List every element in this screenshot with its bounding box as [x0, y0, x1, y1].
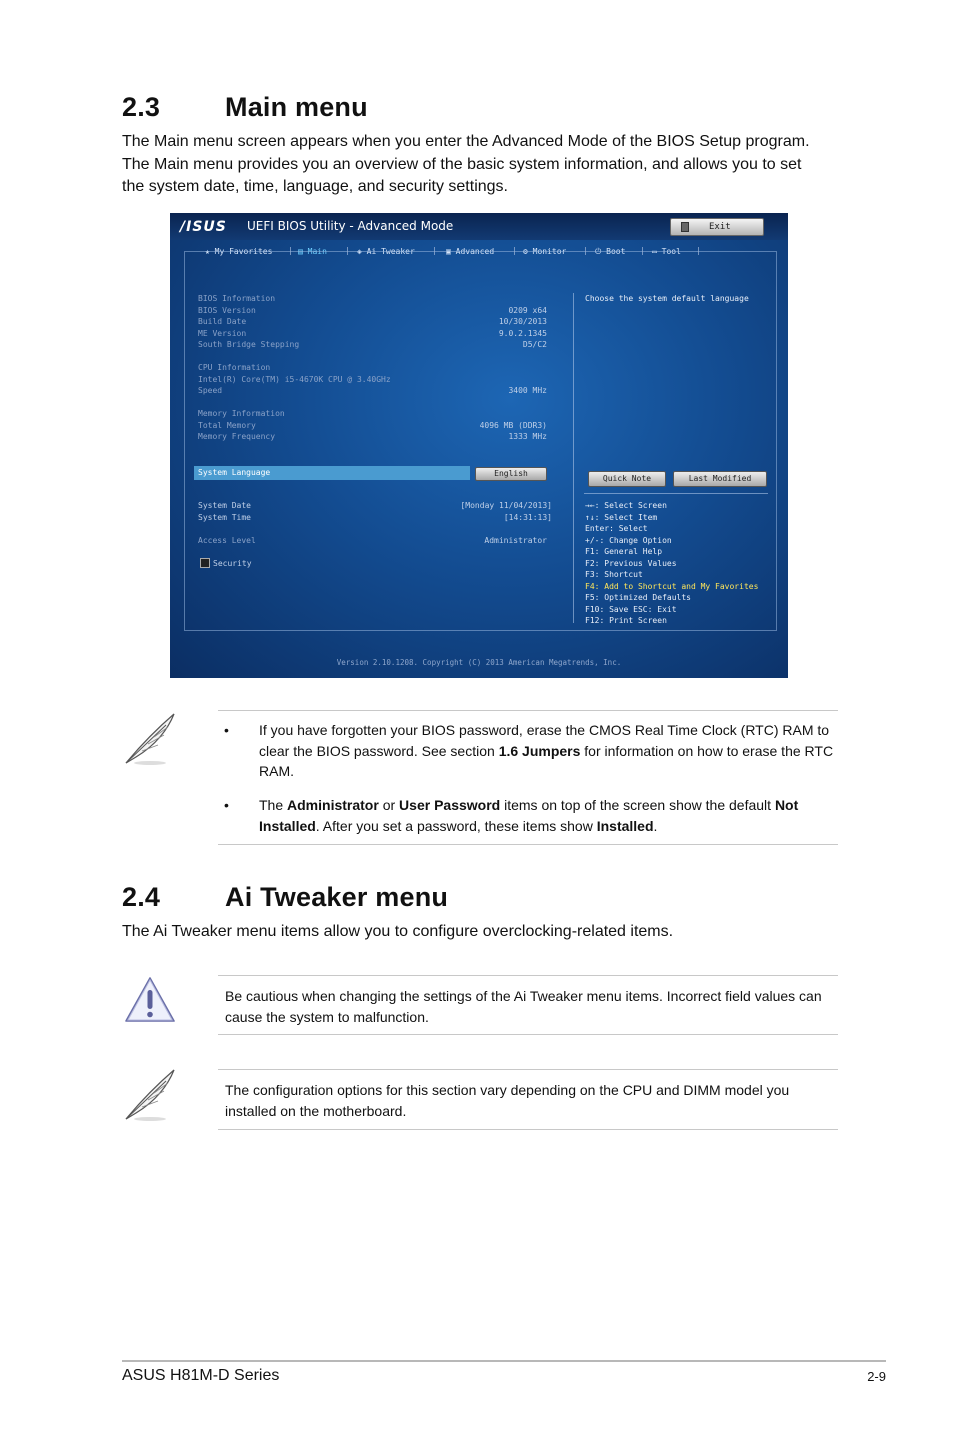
section-2-3-intro: The Main menu screen appears when you enter the Advanced Mode of the BIOS Setup program. The Main menu provides you an overview of the basic system information, and allows you to set the system date, time, language, and security settings.	[122, 133, 810, 195]
section-2-3-heading	[122, 92, 368, 123]
bios-app-title: UEFI BIOS Utility - Advanced Mode	[247, 219, 454, 233]
tab-main[interactable]: ▤ Main	[298, 247, 327, 256]
speed-label: Speed	[198, 386, 223, 395]
key-help-item: →←: Select Screen	[585, 501, 667, 510]
section-title: Ai Tweaker menu	[225, 882, 449, 912]
exit-label: Exit	[709, 222, 731, 232]
bios-menu-bar: ★ My Favorites | ▤ Main | ◈ Ai Tweaker | ▣ Advanced | ⚙ Monitor | ⏻ Boot | ▭ Tool |	[205, 246, 701, 256]
bullet: •	[224, 722, 229, 738]
key-help-item: F1: General Help	[585, 547, 663, 556]
note-box-config	[218, 1069, 838, 1130]
key-help-item: F2: Previous Values	[585, 559, 677, 568]
door-icon	[681, 222, 689, 232]
asus-logo: /ISUS	[180, 219, 227, 235]
note-config-text: The configuration options for this section vary depending on the CPU and DIMM model you installed on the motherboard.	[225, 1082, 790, 1119]
security-item[interactable]: Security	[213, 559, 252, 568]
warning-triangle-icon	[123, 975, 177, 1025]
total-memory-value: 4096 MB (DDR3)	[479, 421, 547, 430]
bios-divider	[573, 293, 574, 623]
tab-tool[interactable]: ▭ Tool	[652, 247, 681, 256]
access-level-value: Administrator	[484, 536, 547, 545]
submenu-arrow-icon	[200, 558, 210, 568]
bios-info-label: BIOS Information	[198, 294, 276, 303]
quick-note-button[interactable]: Quick Note	[588, 471, 666, 487]
system-language-label: System Language	[198, 468, 271, 477]
key-help-item: Enter: Select	[585, 524, 648, 533]
memory-info-label: Memory Information	[198, 409, 285, 418]
bios-version-value: 0209 x64	[508, 306, 547, 315]
cpu-name: Intel(R) Core(TM) i5-4670K CPU @ 3.40GHz	[198, 375, 391, 384]
bios-content-frame	[184, 251, 777, 631]
section-number: 2.3	[122, 92, 161, 122]
section-2-4-intro: The Ai Tweaker menu items allow you to configure overclocking-related items.	[122, 923, 674, 940]
section-title: Main menu	[225, 92, 368, 122]
build-date-label: Build Date	[198, 317, 247, 326]
me-version-value: 9.0.2.1345	[498, 329, 547, 338]
note-bullet-1: If you have forgotten your BIOS password, erase the CMOS Real Time Clock (RTC) RAM to clear the BIOS password. See section 1.6 Jumpers for information on how to erase the RTC RAM.	[259, 722, 834, 779]
page-number: 2-9	[867, 1369, 886, 1384]
bios-screenshot	[170, 213, 788, 678]
section-number: 2.4	[122, 882, 161, 912]
help-text: Choose the system default language	[585, 294, 749, 303]
system-language-row[interactable]	[194, 466, 470, 480]
access-level-label: Access Level	[198, 536, 256, 545]
build-date-value: 10/30/2013	[498, 317, 547, 326]
footer-rule	[122, 1360, 886, 1362]
key-help-item: +/-: Change Option	[585, 536, 672, 545]
system-time-label: System Time	[198, 513, 251, 522]
me-version-label: ME Version	[198, 329, 247, 338]
footer-product: ASUS H81M-D Series	[122, 1367, 280, 1384]
note-bullet-2: The Administrator or User Password items on top of the screen show the default Not Installed. After you set a password, these items show Installed.	[259, 797, 799, 834]
feather-note-icon	[122, 1067, 178, 1123]
section-2-4-heading	[122, 882, 448, 913]
key-help-item: F5: Optimized Defaults	[585, 593, 691, 602]
help-separator	[584, 493, 768, 494]
south-bridge-value: D5/C2	[522, 340, 547, 349]
bios-titlebar	[170, 213, 788, 240]
tab-ai-tweaker[interactable]: ◈ Ai Tweaker	[357, 247, 415, 256]
bios-version-footer: Version 2.10.1208. Copyright (C) 2013 American Megatrends, Inc.	[336, 658, 622, 667]
tab-advanced[interactable]: ▣ Advanced	[446, 247, 495, 256]
bios-version-label: BIOS Version	[198, 306, 256, 315]
tab-monitor[interactable]: ⚙ Monitor	[523, 247, 567, 256]
tab-my-favorites[interactable]: ★ My Favorites	[205, 247, 273, 256]
system-date-label: System Date	[198, 501, 251, 510]
last-modified-button[interactable]: Last Modified	[673, 471, 767, 487]
key-help-item: F12: Print Screen	[585, 616, 667, 625]
memory-frequency-label: Memory Frequency	[198, 432, 276, 441]
system-date-value[interactable]: [Monday 11/04/2013]	[460, 501, 552, 510]
caution-text: Be cautious when changing the settings of the Ai Tweaker menu items. Incorrect field values can cause the system to malfunction.	[225, 988, 822, 1025]
feather-note-icon	[122, 711, 178, 767]
memory-frequency-value: 1333 MHz	[508, 432, 547, 441]
key-help-item: F4: Add to Shortcut and My Favorites	[585, 582, 759, 591]
speed-value: 3400 MHz	[508, 386, 547, 395]
key-help-item: F3: Shortcut	[585, 570, 643, 579]
bullet: •	[224, 797, 229, 813]
caution-box	[218, 975, 838, 1035]
system-time-value[interactable]: [14:31:13]	[503, 513, 552, 522]
exit-button[interactable]	[670, 218, 764, 236]
key-help-item: F10: Save ESC: Exit	[585, 605, 677, 614]
cpu-info-label: CPU Information	[198, 363, 271, 372]
tab-boot[interactable]: ⏻ Boot	[595, 247, 626, 256]
total-memory-label: Total Memory	[198, 421, 256, 430]
key-help-item: ↑↓: Select Item	[585, 513, 658, 522]
south-bridge-label: South Bridge Stepping	[198, 340, 300, 349]
language-select[interactable]: English	[475, 467, 547, 481]
